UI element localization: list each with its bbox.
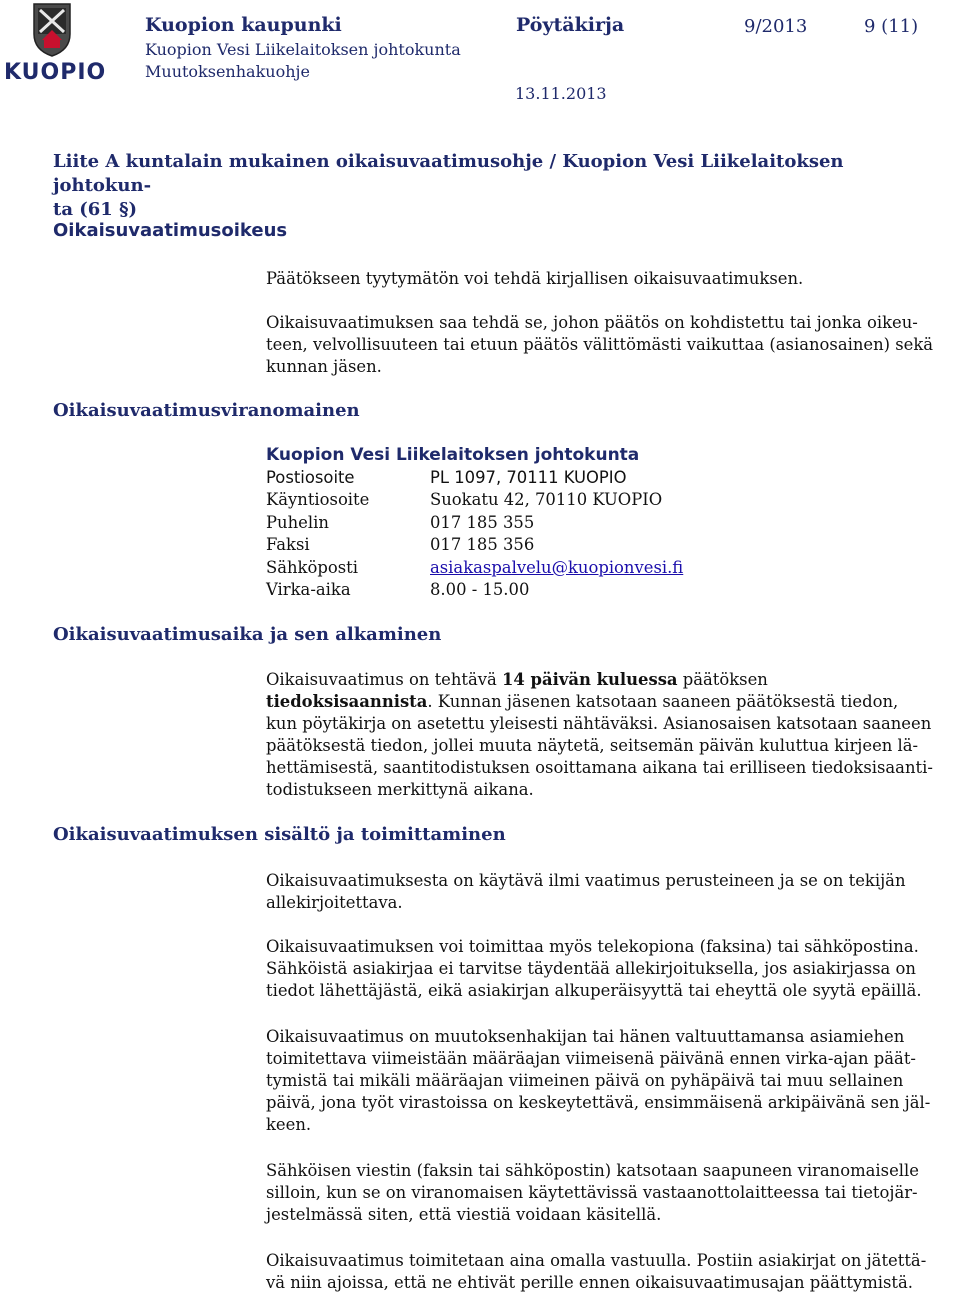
text-line: Sähköistä asiakirjaa ei tarvitse täydentää allekirjoituksella, jos asiakirjassa on: [266, 959, 916, 978]
document-type: Pöytäkirja: [516, 14, 625, 36]
text-line: Oikaisuvaatimus on muutoksenhakijan tai hänen valtuuttamansa asiamiehen: [266, 1027, 905, 1046]
text-line: Oikaisuvaatimuksen voi toimittaa myös telekopiona (faksina) tai sähköpostina.: [266, 937, 919, 956]
document-number: 9/2013: [744, 16, 808, 37]
contact-row: [266, 557, 683, 580]
contact-row: [266, 467, 683, 490]
paragraph-own-responsibility: [266, 1250, 952, 1294]
title-line: ta (61 §): [53, 199, 138, 220]
text-segment: Oikaisuvaatimus on tehtävä: [266, 670, 503, 689]
receipt-emphasis: tiedoksisaannista: [266, 692, 428, 711]
authority-contact: [266, 444, 683, 602]
text-line: silloin, kun se on viranomaisen käytettävissä vastaanottolaitteessa tai tietojär-: [266, 1183, 918, 1202]
heading-authority: Oikaisuvaatimusviranomainen: [53, 400, 360, 421]
contact-label: Käyntiosoite: [266, 490, 370, 509]
contact-row: [266, 512, 683, 535]
paragraph-content: [266, 870, 952, 914]
paragraph-delivery-deadline: [266, 1026, 952, 1136]
contact-row: [266, 579, 683, 602]
page-title: [53, 150, 933, 222]
text-line: vä niin ajoissa, että ne ehtivät perille ennen oikaisuvaatimusajan päättymistä.: [266, 1273, 913, 1292]
contact-label: Postiosoite: [266, 467, 355, 487]
page-number: 9 (11): [864, 16, 919, 37]
paragraph-right-who: [266, 312, 952, 378]
contact-label: Puhelin: [266, 512, 329, 532]
text-line: Oikaisuvaatimuksesta on käytävä ilmi vaatimus perusteineen ja se on tekijän: [266, 871, 906, 890]
text-line: kunnan jäsen.: [266, 357, 382, 376]
text-line: Sähköisen viestin (faksin tai sähköpostin) katsotaan saapuneen viranomaiselle: [266, 1161, 919, 1180]
phone-number: 017 185 355: [430, 512, 535, 532]
text-line: Oikaisuvaatimuksen saa tehdä se, johon päätös on kohdistettu tai jonka oikeu-: [266, 313, 918, 332]
contact-row: [266, 489, 683, 512]
email-link[interactable]: asiakaspalvelu@kuopionvesi.fi: [430, 557, 684, 577]
heading-content-delivery: Oikaisuvaatimuksen sisältö ja toimittaminen: [53, 824, 506, 845]
text-line: tiedot lähettäjästä, eikä asiakirjan alkuperäisyyttä tai eheyttä ole syytä epäillä.: [266, 981, 922, 1000]
text-line: kun pöytäkirja on asetettu yleisesti nähtäväksi. Asianosaisen katsotaan saaneen: [266, 714, 932, 733]
text-line: teen, velvollisuuteen tai etuun päätös välittömästi vaikuttaa (asianosainen) sekä: [266, 335, 934, 354]
contact-label: Sähköposti: [266, 557, 358, 577]
deadline-emphasis: 14 päivän kuluessa: [502, 670, 678, 689]
organization-name: Kuopion kaupunki: [145, 14, 342, 36]
text-line: keen.: [266, 1115, 312, 1134]
title-line: Liite A kuntalain mukainen oikaisuvaatimusohje / Kuopion Vesi Liikelaitoksen johtokun-: [53, 151, 844, 196]
text-line: Oikaisuvaatimus toimitetaan aina omalla vastuulla. Postiin asiakirjat on jätettä-: [266, 1251, 927, 1270]
text-segment: . Kunnan jäsenen katsotaan saaneen päätöksestä tiedon,: [427, 692, 899, 711]
text-line: jestelmässä siten, että viestiä voidaan käsitellä.: [266, 1205, 662, 1224]
text-line: toimitettava viimeistään määräajan viimeisenä päivänä ennen virka-ajan päät-: [266, 1049, 916, 1068]
paragraph-electronic-delivery: [266, 936, 952, 1002]
office-hours: 8.00 - 15.00: [430, 580, 530, 599]
text-segment: päätöksen: [677, 670, 768, 689]
document-name: Muutoksenhakuohje: [145, 62, 310, 81]
fax-number: 017 185 356: [430, 535, 535, 554]
document-date: 13.11.2013: [515, 84, 607, 103]
text-line: [266, 669, 952, 691]
text-line: tymistä tai mikäli määräajan viimeinen päivä on pyhäpäivä tai muu sellainen: [266, 1071, 904, 1090]
paragraph-appeal-time: [266, 669, 952, 801]
heading-appeal-time: Oikaisuvaatimusaika ja sen alkaminen: [53, 624, 442, 645]
contact-label: Virka-aika: [266, 580, 351, 599]
paragraph-electronic-arrival: [266, 1160, 952, 1226]
contact-row: [266, 534, 683, 557]
postal-address: PL 1097, 70111 KUOPIO: [430, 467, 627, 487]
text-line: päivä, jona työt virastoissa on keskeytettävä, ensimmäisenä arkipäivänä sen jäl-: [266, 1093, 931, 1112]
text-line: allekirjoitettava.: [266, 893, 403, 912]
heading-right-to-appeal: Oikaisuvaatimusoikeus: [53, 220, 288, 241]
paragraph-right-intro: Päätökseen tyytymätön voi tehdä kirjallisen oikaisuvaatimuksen.: [266, 269, 804, 288]
text-line: todistukseen merkittynä aikana.: [266, 780, 534, 799]
visiting-address: Suokatu 42, 70110 KUOPIO: [430, 490, 663, 509]
authority-name: Kuopion Vesi Liikelaitoksen johtokunta: [266, 445, 640, 465]
logo-text: KUOPIO: [4, 60, 107, 85]
board-name: Kuopion Vesi Liikelaitoksen johtokunta: [145, 40, 461, 59]
coat-of-arms-icon: [4, 0, 100, 60]
text-line: hettämisestä, saantitodistuksen osoittamana aikana tai erilliseen tiedoksisaanti-: [266, 758, 933, 777]
contact-label: Faksi: [266, 535, 310, 554]
text-line: päätöksestä tiedon, jollei muuta näytetä, seitsemän päivän kuluttua kirjeen lä-: [266, 736, 919, 755]
text-line: [266, 691, 952, 713]
kuopio-logo: [4, 0, 107, 100]
